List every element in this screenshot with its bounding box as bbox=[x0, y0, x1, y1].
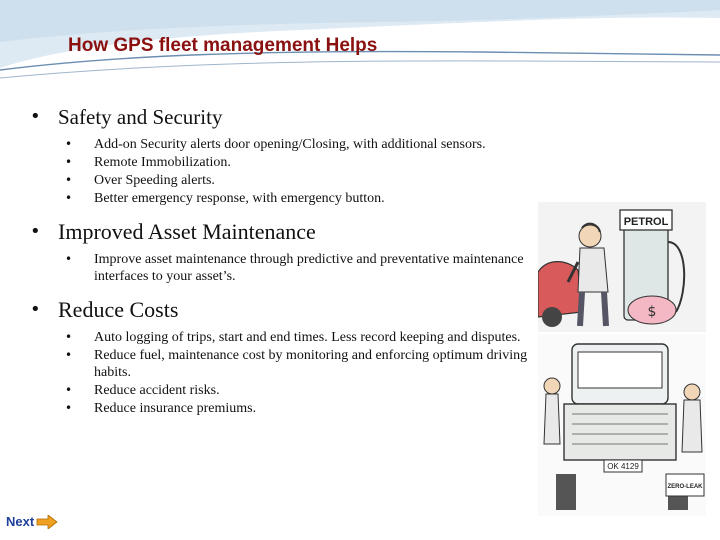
section-heading: • Improved Asset Maintenance bbox=[30, 219, 530, 245]
section-heading: • Reduce Costs bbox=[30, 297, 530, 323]
list-item: • Add-on Security alerts door opening/Closing, with additional sensors. bbox=[30, 136, 530, 153]
section-maintenance bbox=[30, 219, 530, 285]
list-item: • Auto logging of trips, start and end times. Less record keeping and disputes. bbox=[30, 329, 530, 346]
next-label: Next bbox=[6, 514, 35, 529]
arrow-right-icon bbox=[36, 515, 58, 529]
item-list bbox=[30, 329, 530, 417]
svg-text:$: $ bbox=[647, 304, 657, 320]
truck-sign-text: ZERO-LEAK bbox=[667, 484, 703, 490]
petrol-cartoon-image bbox=[538, 202, 706, 332]
list-item: • Over Speeding alerts. bbox=[30, 172, 530, 189]
list-item: • Better emergency response, with emergency button. bbox=[30, 190, 530, 207]
truck-cartoon-image bbox=[538, 334, 706, 516]
plate-text: OK 4129 bbox=[607, 462, 639, 471]
item-list bbox=[30, 251, 530, 285]
list-item: • Improve asset maintenance through predictive and preventative maintenance interfaces to your asset’s. bbox=[30, 251, 530, 285]
next-button[interactable] bbox=[6, 514, 58, 529]
bullet-content bbox=[30, 104, 530, 429]
slide-title: How GPS fleet management Helps bbox=[68, 35, 378, 56]
section-safety bbox=[30, 104, 530, 207]
petrol-sign-text: PETROL bbox=[623, 216, 669, 228]
list-item: • Reduce fuel, maintenance cost by monitoring and enforcing optimum driving habits. bbox=[30, 347, 530, 381]
list-item: • Reduce accident risks. bbox=[30, 382, 530, 399]
item-list bbox=[30, 136, 530, 207]
list-item: • Reduce insurance premiums. bbox=[30, 400, 530, 417]
list-item: • Remote Immobilization. bbox=[30, 154, 530, 171]
section-costs bbox=[30, 297, 530, 417]
section-heading: • Safety and Security bbox=[30, 104, 530, 130]
